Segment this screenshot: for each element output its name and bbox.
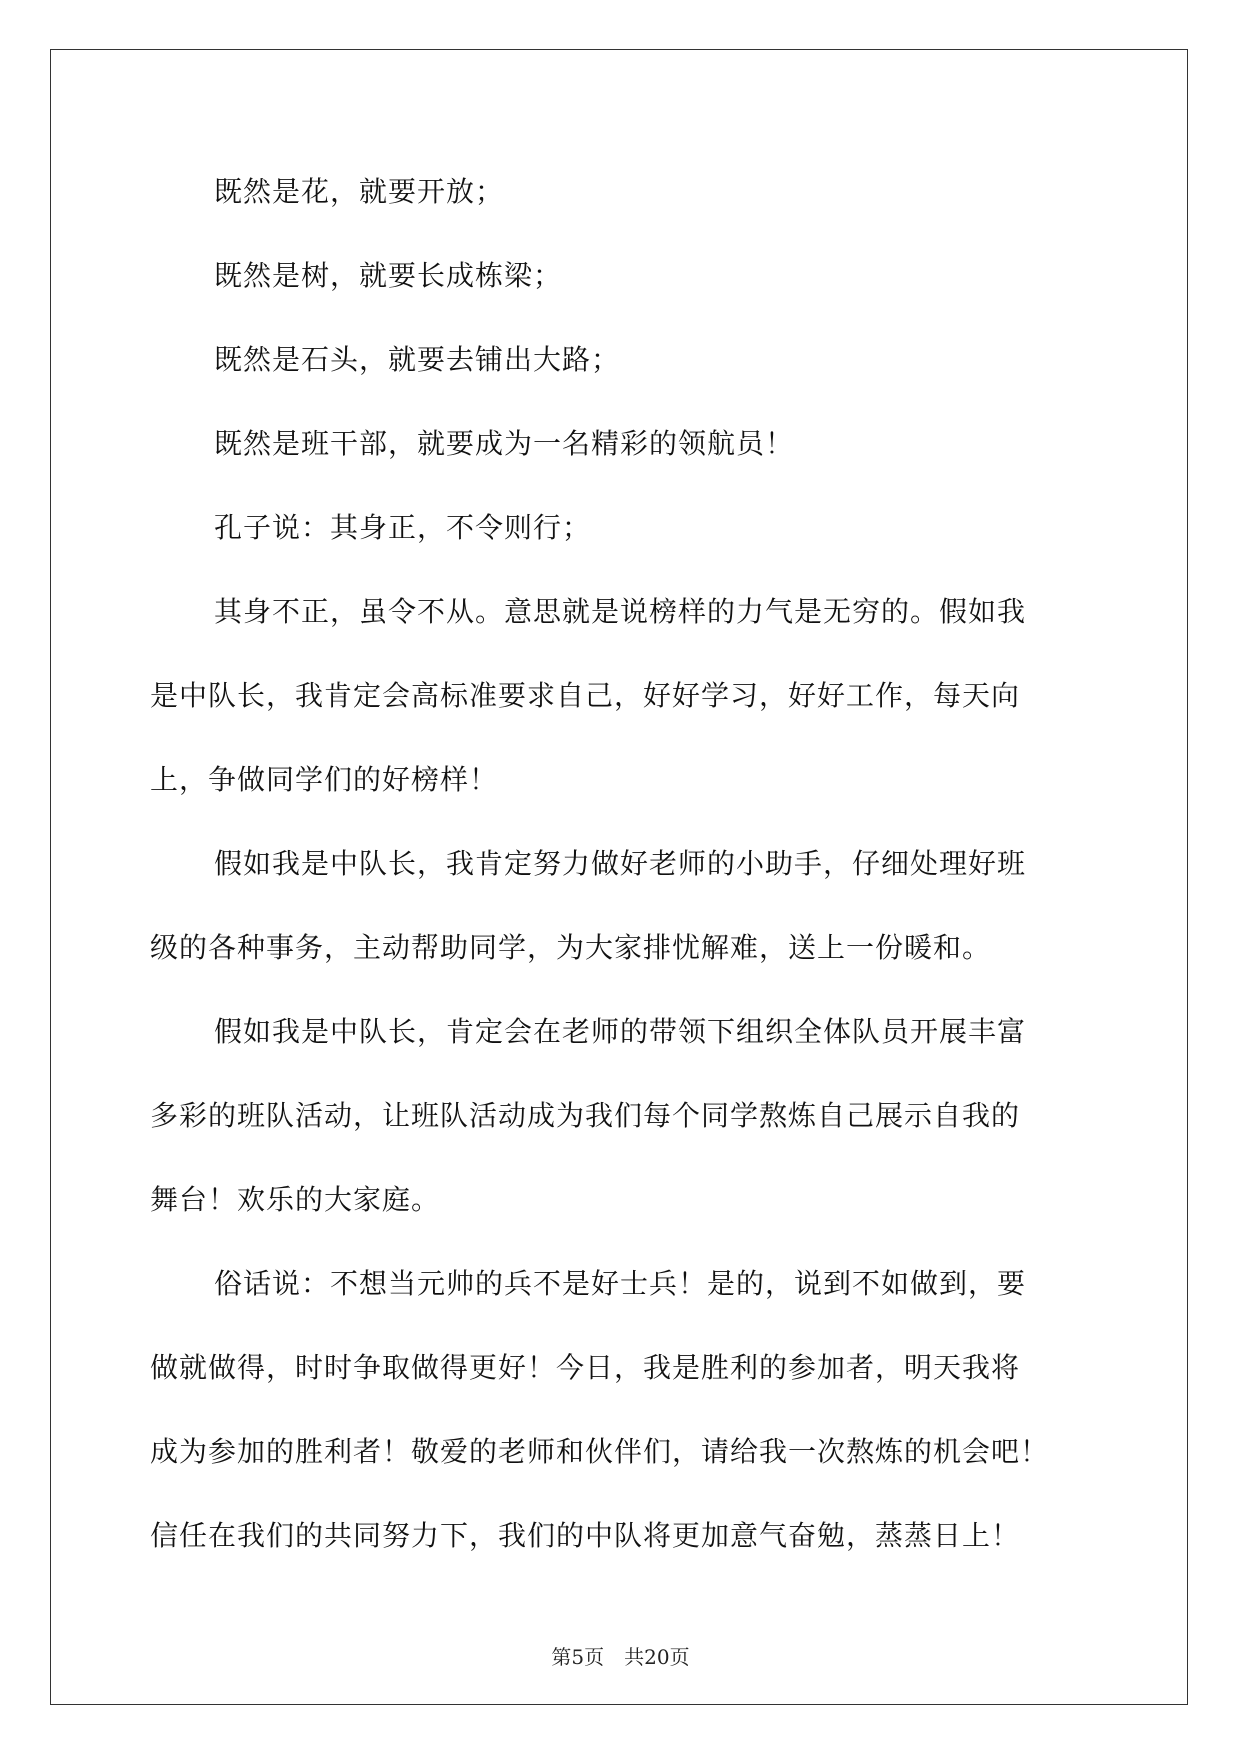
text-line: 孔子说：其身正，不令则行； <box>214 511 592 544</box>
text-line: 俗话说：不想当元帅的兵不是好士兵！是的，说到不如做到，要 <box>214 1267 1027 1300</box>
text-line: 假如我是中队长，我肯定努力做好老师的小助手，仔细处理好班 <box>214 847 1027 880</box>
document-body <box>150 150 1090 1578</box>
text-line: 多彩的班队活动，让班队活动成为我们每个同学熬炼自己展示自我的 <box>150 1099 1021 1132</box>
page-footer <box>0 1641 1241 1670</box>
page-total: 共20页 <box>624 1645 690 1669</box>
text-line: 既然是石头，就要去铺出大路； <box>214 343 621 376</box>
page-number: 第5页 <box>551 1645 605 1669</box>
text-line: 信任在我们的共同努力下，我们的中队将更加意气奋勉，蒸蒸日上！ <box>150 1519 1021 1552</box>
text-line: 做就做得，时时争取做得更好！今日，我是胜利的参加者，明天我将 <box>150 1351 1021 1384</box>
text-line: 级的各种事务，主动帮助同学，为大家排忧解难，送上一份暖和。 <box>150 931 992 964</box>
text-line: 是中队长，我肯定会高标准要求自己，好好学习，好好工作，每天向 <box>150 679 1021 712</box>
text-line: 上，争做同学们的好榜样！ <box>150 763 499 796</box>
text-line: 舞台！欢乐的大家庭。 <box>150 1183 441 1216</box>
text-line: 假如我是中队长，肯定会在老师的带领下组织全体队员开展丰富 <box>214 1015 1027 1048</box>
text-line: 成为参加的胜利者！敬爱的老师和伙伴们，请给我一次熬炼的机会吧！ <box>150 1435 1050 1468</box>
text-line: 既然是花，就要开放； <box>214 175 505 208</box>
text-line: 既然是树，就要长成栋梁； <box>214 259 563 292</box>
text-line: 既然是班干部，就要成为一名精彩的领航员！ <box>214 427 795 460</box>
text-line: 其身不正，虽令不从。意思就是说榜样的力气是无穷的。假如我 <box>214 595 1027 628</box>
